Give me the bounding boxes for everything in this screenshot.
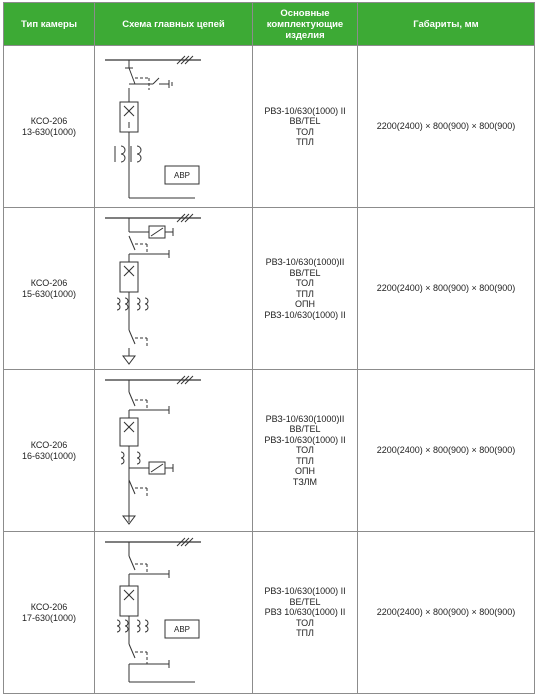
camera-type-cell: КСО-206 15-630(1000)	[4, 208, 95, 370]
table-row	[4, 208, 535, 370]
circuit-scheme-cell	[95, 532, 253, 694]
components-cell: РВЗ-10/630(1000)II ВВ/TEL РВЗ-10/630(1000) II ТОЛ ТПЛ ОПН ТЗЛМ	[253, 370, 358, 532]
table-row	[4, 532, 535, 694]
circuit-scheme-cell	[95, 46, 253, 208]
header-components: Основные комплектующие изделия	[253, 3, 358, 46]
header-dimensions: Габариты, мм	[358, 3, 535, 46]
avr-label: АВР	[173, 624, 190, 634]
header-camera-type: Тип камеры	[4, 3, 95, 46]
table-header-row	[4, 3, 535, 46]
dimensions-cell: 2200(2400) × 800(900) × 800(900)	[358, 208, 535, 370]
components-cell: РВЗ-10/630(1000)II ВВ/TEL ТОЛ ТПЛ ОПН РВЗ-10/630(1000) II	[253, 208, 358, 370]
circuit-diagram-15	[99, 210, 249, 368]
dimensions-cell: 2200(2400) × 800(900) × 800(900)	[358, 46, 535, 208]
circuit-diagram-16	[99, 372, 249, 530]
dimensions-cell: 2200(2400) × 800(900) × 800(900)	[358, 370, 535, 532]
circuit-diagram-13	[99, 48, 249, 206]
components-cell: РВЗ-10/630(1000) II ВВ/TEL ТОЛ ТПЛ	[253, 46, 358, 208]
camera-type-cell: КСО-206 13-630(1000)	[4, 46, 95, 208]
cameras-spec-table	[3, 2, 535, 694]
circuit-scheme-cell	[95, 208, 253, 370]
header-main-circuit-scheme: Схема главных цепей	[95, 3, 253, 46]
avr-label: АВР	[173, 170, 190, 180]
circuit-scheme-cell	[95, 370, 253, 532]
dimensions-cell: 2200(2400) × 800(900) × 800(900)	[358, 532, 535, 694]
table-row	[4, 46, 535, 208]
components-cell: РВЗ-10/630(1000) II ВЕ/TEL РВЗ 10/630(1000) II ТОЛ ТПЛ	[253, 532, 358, 694]
table-row	[4, 370, 535, 532]
camera-type-cell: КСО-206 17-630(1000)	[4, 532, 95, 694]
circuit-diagram-17	[99, 534, 249, 692]
camera-type-cell: КСО-206 16-630(1000)	[4, 370, 95, 532]
